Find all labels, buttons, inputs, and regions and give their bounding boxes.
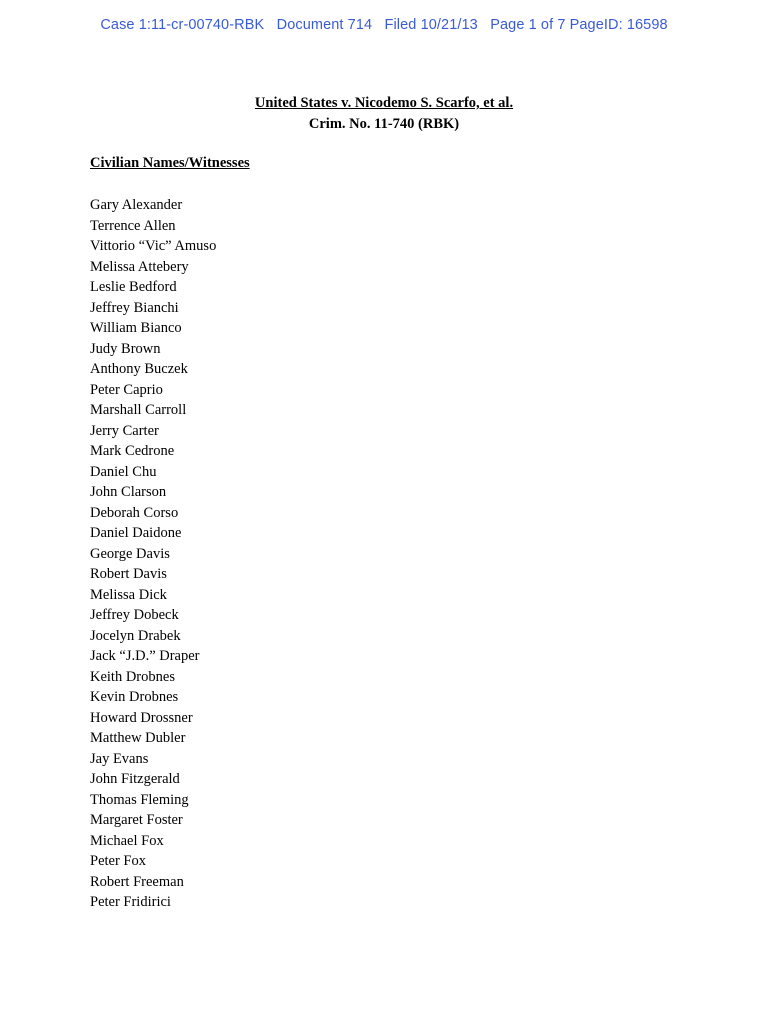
list-item: John Clarson	[90, 484, 167, 500]
list-item: Jay Evans	[90, 750, 149, 767]
list-item: Robert Davis	[90, 566, 167, 582]
case-title: United States v. Nicodemo S. Scarfo, et al.	[254, 95, 514, 111]
list-item: Judy Brown	[90, 340, 161, 357]
list-item: George Davis	[90, 545, 170, 562]
list-item: Peter Caprio	[90, 381, 163, 398]
list-item: Vittorio “Vic” Amuso	[90, 238, 217, 254]
list-item: Gary Alexander	[90, 197, 183, 213]
section-heading: Civilian Names/Witnesses	[90, 155, 250, 171]
case-header-stamp: Case 1:11-cr-00740-RBK Document 714 Filed 10/21/13 Page 1 of 7 PageID: 16598	[100, 17, 668, 33]
list-item: Terrence Allen	[90, 217, 176, 234]
list-item: Thomas Fleming	[90, 791, 189, 808]
list-item: Deborah Corso	[90, 504, 179, 521]
list-item: Daniel Chu	[90, 463, 157, 480]
list-item: Jeffrey Bianchi	[90, 299, 179, 316]
list-item: Leslie Bedford	[90, 279, 177, 295]
list-item: Melissa Dick	[90, 586, 167, 603]
list-item: Anthony Buczek	[90, 361, 188, 377]
list-item: Melissa Attebery	[90, 258, 189, 275]
criminal-number: Crim. No. 11-740 (RBK)	[308, 116, 460, 132]
list-item: Jack “J.D.” Draper	[90, 648, 200, 664]
list-item: Margaret Foster	[90, 812, 183, 828]
list-item: Mark Cedrone	[90, 443, 175, 459]
list-item: Kevin Drobnes	[90, 689, 179, 705]
list-item: John Fitzgerald	[90, 771, 180, 787]
list-item: Peter Fridirici	[90, 894, 171, 910]
list-item: Keith Drobnes	[90, 668, 175, 685]
list-item: Robert Freeman	[90, 873, 184, 890]
list-item: William Bianco	[90, 320, 182, 336]
list-item: Matthew Dubler	[90, 730, 186, 746]
list-item: Daniel Daidone	[90, 525, 182, 541]
witness-names-list	[90, 195, 216, 913]
list-item: Marshall Carroll	[90, 402, 187, 418]
list-item: Michael Fox	[90, 832, 164, 849]
list-item: Jerry Carter	[90, 422, 159, 439]
list-item: Howard Drossner	[90, 709, 193, 726]
list-item: Jocelyn Drabek	[90, 627, 181, 644]
case-caption	[0, 93, 768, 135]
list-item: Jeffrey Dobeck	[90, 607, 179, 623]
list-item: Peter Fox	[90, 853, 146, 869]
